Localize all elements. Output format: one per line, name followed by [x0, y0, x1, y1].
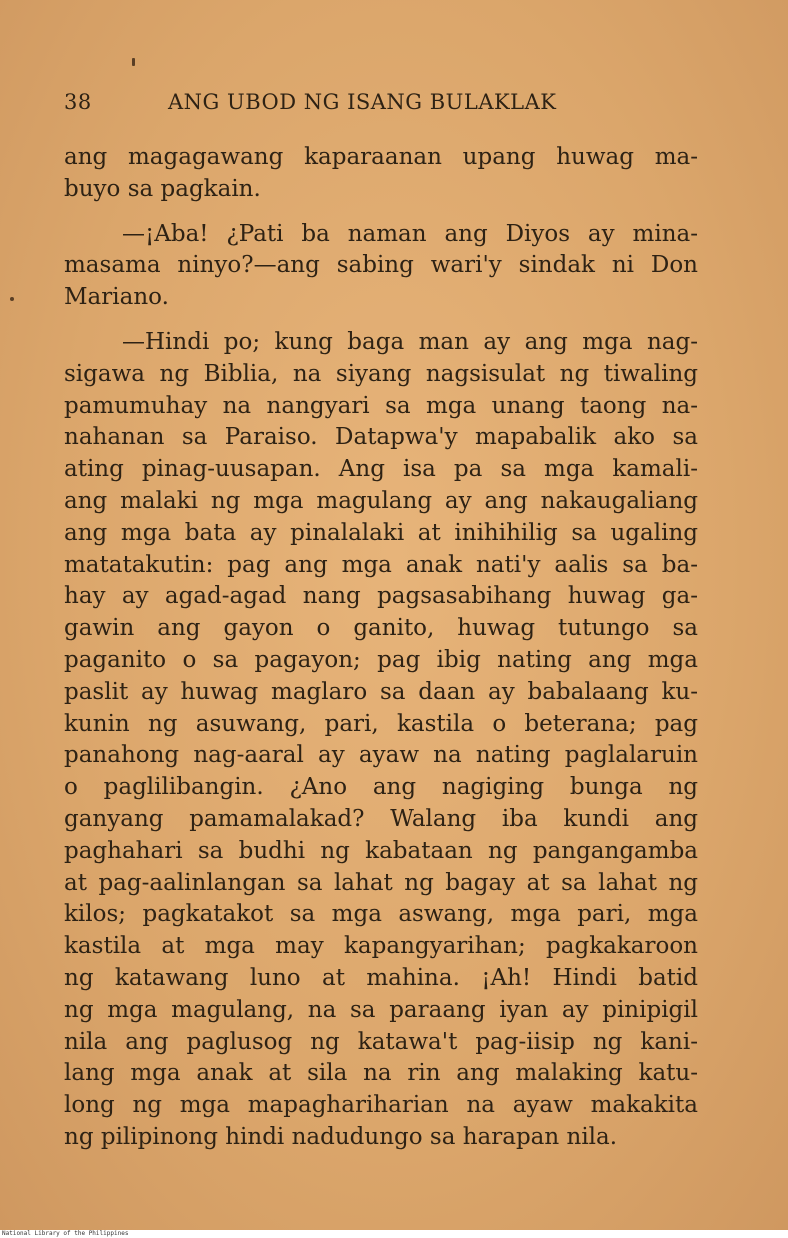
text-line: at pag-aalinlangan sa lahat ng bagay at sa lahat ng	[64, 869, 698, 896]
paragraph	[64, 327, 698, 1154]
text-line: buyo sa pagkain.	[64, 175, 261, 202]
text-line: paghahari sa budhi ng kabataan ng pangangamba	[64, 837, 698, 864]
text-line: pamumuhay na nangyari sa mga unang taong na-	[64, 392, 698, 419]
text-line: nila ang paglusog ng katawa't pag-iisip ng kani-	[64, 1028, 698, 1055]
text-line: Mariano.	[64, 284, 169, 311]
text-line: kastila at mga may kapangyarihan; pagkakaroon	[64, 933, 698, 960]
paragraph	[64, 142, 698, 206]
page-number: 38	[64, 90, 92, 114]
text-line: ganyang pamamalakad? Walang iba kundi ang	[64, 805, 698, 832]
running-title: ANG UBOD NG ISANG BULAKLAK	[168, 90, 557, 114]
paragraph-gap	[64, 206, 698, 219]
paragraph	[64, 219, 698, 314]
text-line: paganito o sa pagayon; pag ibig nating ang mga	[64, 646, 698, 673]
text-line: o paglilibangin. ¿Ano ang nagiging bunga ng	[64, 774, 698, 801]
paragraph-gap	[64, 314, 698, 327]
text-line: ng mga magulang, na sa paraang iyan ay pinipigil	[64, 996, 698, 1023]
text-line: ng katawang luno at mahina. ¡Ah! Hindi batid	[64, 964, 698, 991]
text-line: panahong nag-aaral ay ayaw na nating paglalaruin	[64, 742, 698, 769]
text-line: ang mga bata ay pinalalaki at inihihilig sa ugaling	[64, 519, 698, 546]
text-line: ng pilipinong hindi nadudungo sa harapan nila.	[64, 1123, 618, 1150]
text-line: sigawa ng Biblia, na siyang nagsisulat ng tiwaling	[64, 360, 698, 387]
text-line: masama ninyo?—ang sabing wari'y sindak ni Don	[64, 252, 698, 279]
text-line: lang mga anak at sila na rin ang malaking katu-	[64, 1060, 698, 1087]
ink-speck	[10, 297, 14, 301]
text-line: gawin ang gayon o ganito, huwag tutungo sa	[64, 615, 698, 642]
text-line: hay ay agad-agad nang pagsasabihang huwag ga-	[64, 583, 698, 610]
text-line: paslit ay huwag maglaro sa daan ay babalaang ku-	[64, 678, 698, 705]
footer-credit: National Library of the Philippines	[2, 1230, 129, 1237]
footer-bar	[0, 1230, 788, 1238]
text-line: matatakutin: pag ang mga anak nati'y aalis sa ba-	[64, 551, 698, 578]
text-line: ang magagawang kaparaanan upang huwag ma-	[64, 144, 698, 170]
text-line: nahanan sa Paraiso. Datapwa'y mapabalik ako sa	[64, 424, 698, 451]
text-line: —Hindi po; kung baga man ay ang mga nag-	[122, 328, 698, 355]
text-line: ating pinag-uusapan. Ang isa pa sa mga kamali-	[64, 456, 698, 483]
text-line: kilos; pagkatakot sa mga aswang, mga pari, mga	[64, 901, 698, 928]
text-line: ang malaki ng mga magulang ay ang nakaugaliang	[64, 487, 698, 514]
text-line: long ng mga mapaghariharian na ayaw makakita	[64, 1092, 698, 1119]
body-text	[64, 142, 698, 1154]
text-line: —¡Aba! ¿Pati ba naman ang Diyos ay mina-	[122, 220, 698, 247]
text-line: kunin ng asuwang, pari, kastila o beterana; pag	[64, 710, 698, 737]
ink-speck	[132, 58, 135, 66]
